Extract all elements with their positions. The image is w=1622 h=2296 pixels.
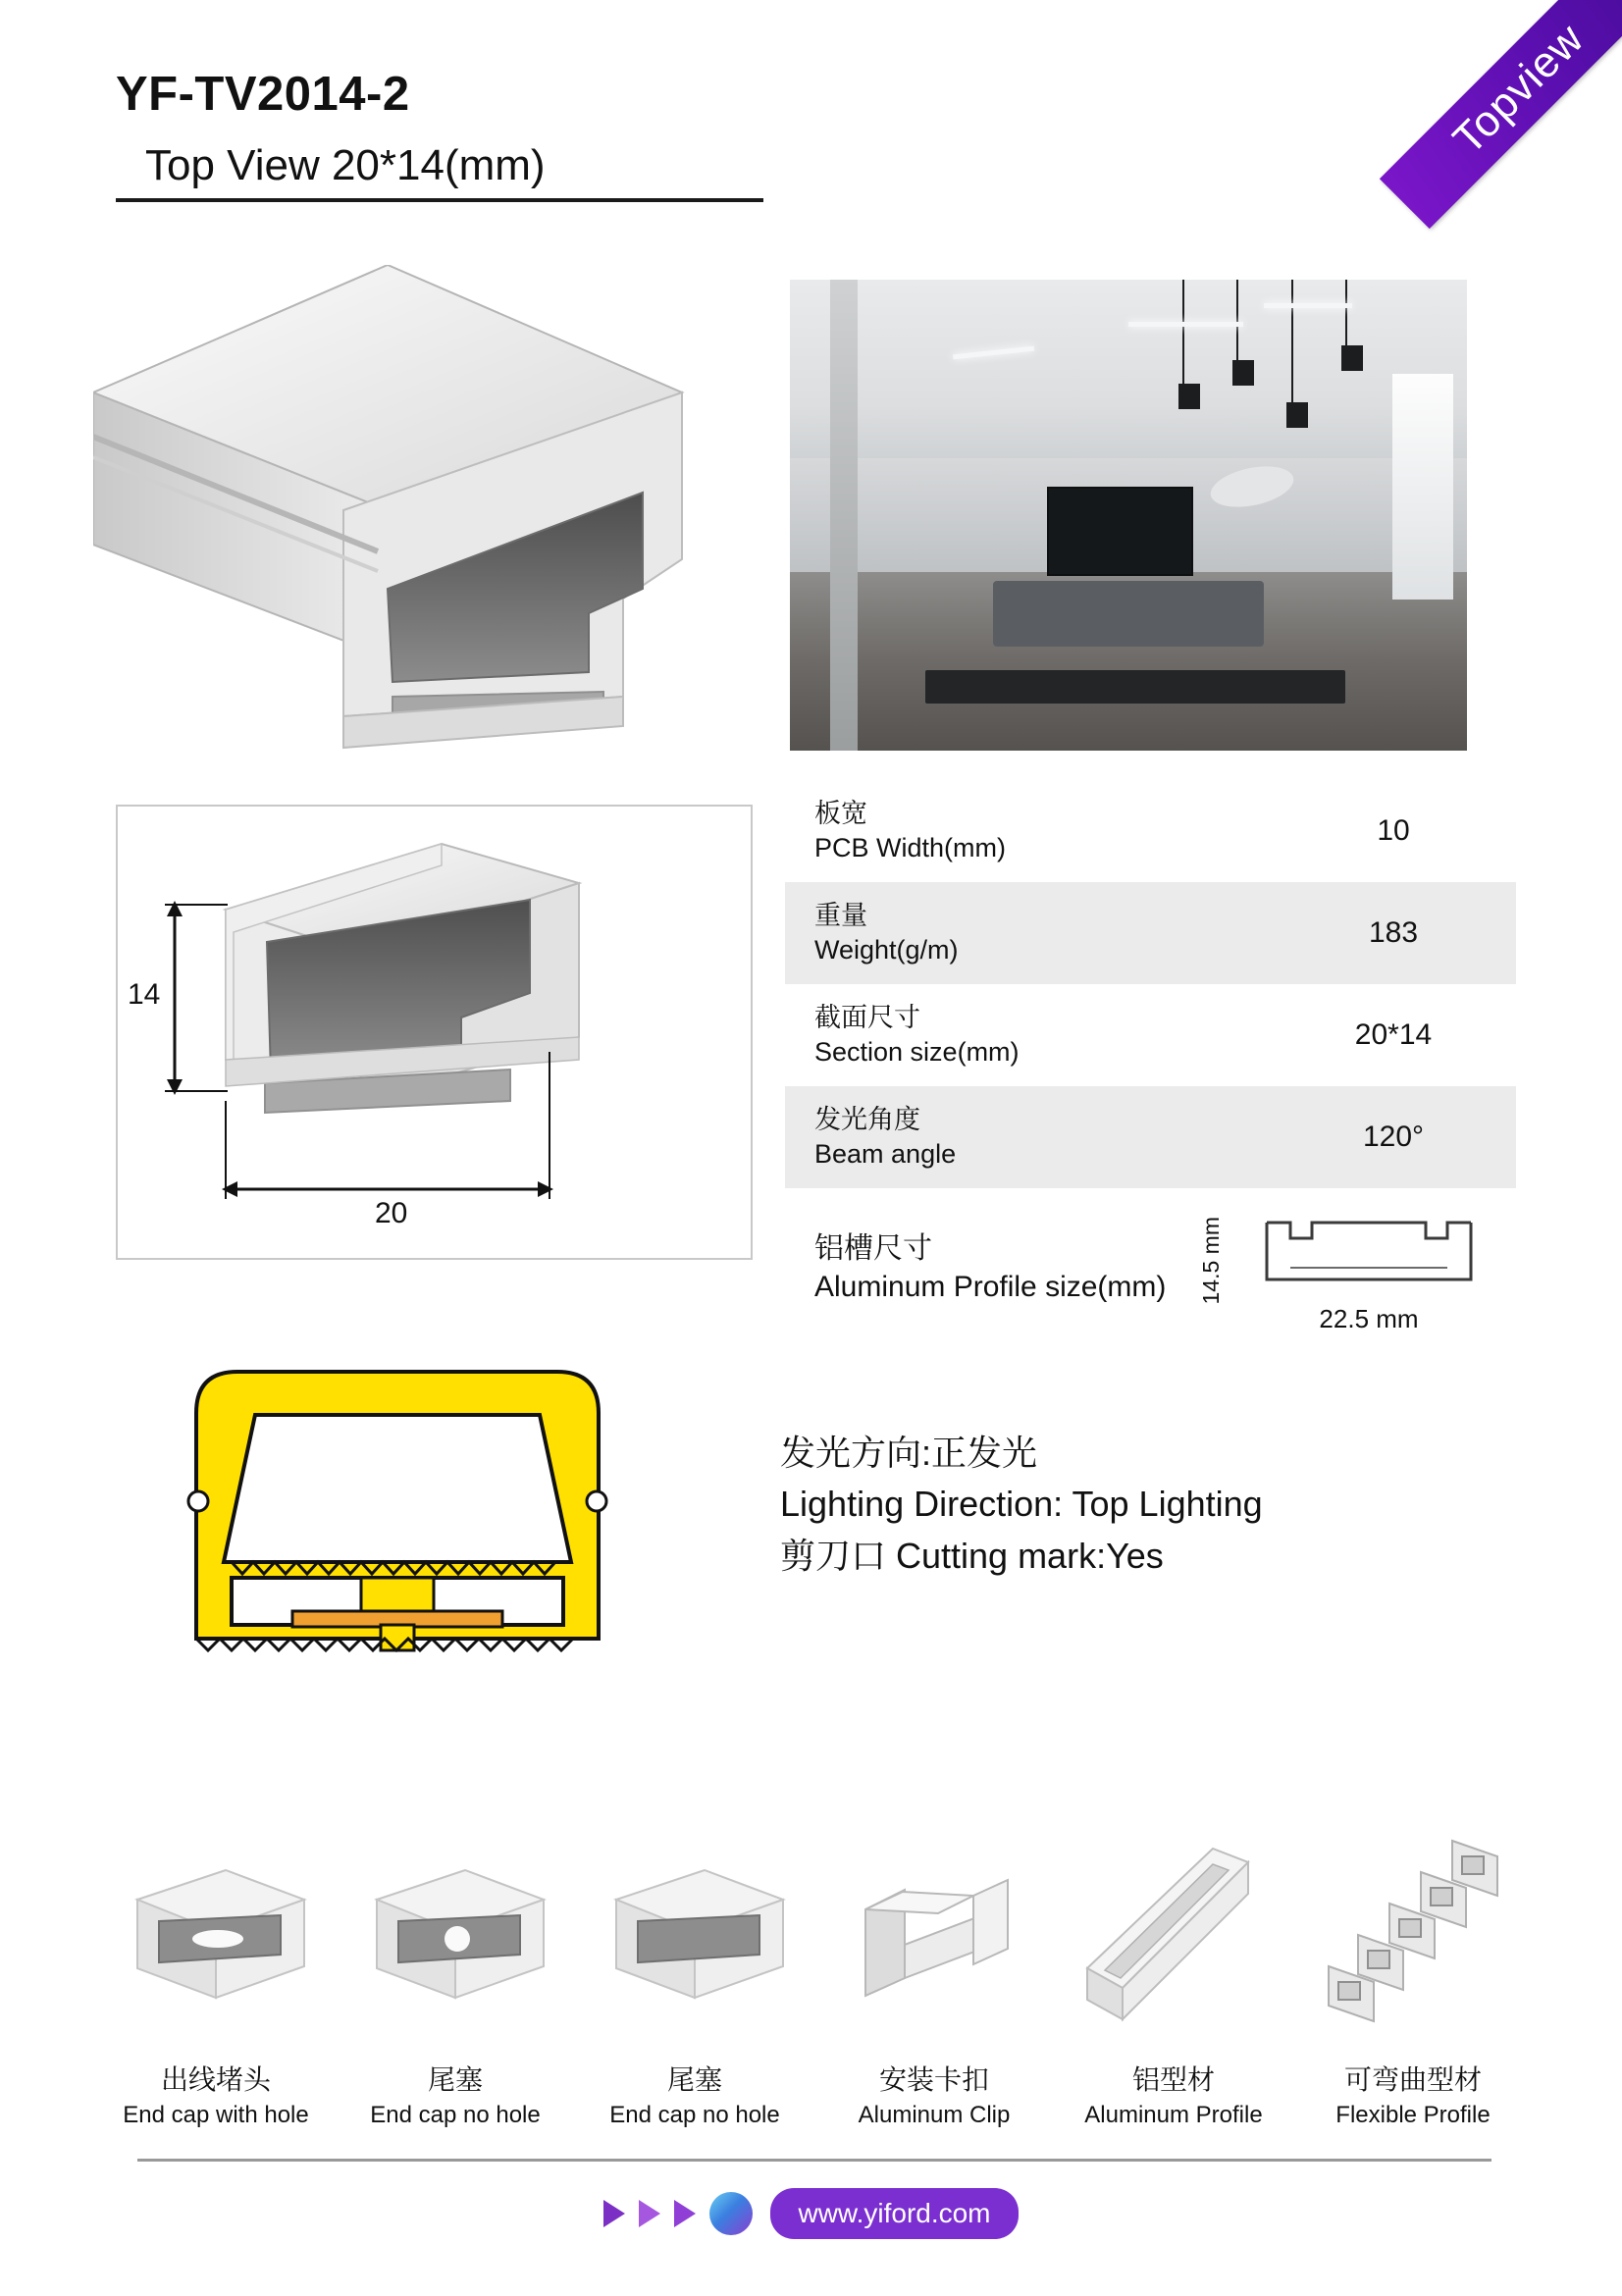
- accessory-label-cn: 尾塞: [666, 2064, 722, 2095]
- profile-width-label: 22.5 mm: [1319, 1304, 1419, 1333]
- spec-label-en: Weight(g/m): [814, 935, 959, 965]
- cutting-mark: 剪刀口 Cutting mark:Yes: [780, 1535, 1164, 1576]
- aluminum-profile-icon: [1066, 1831, 1282, 2047]
- footer-divider: [137, 2159, 1491, 2162]
- accessory-label-en: Flexible Profile: [1335, 2102, 1491, 2128]
- accessory-aluminum-clip: [826, 1831, 1042, 2129]
- spec-label-en: Beam angle: [814, 1139, 957, 1169]
- spec-label-cn: 重量: [814, 900, 867, 930]
- accessory-label-cn: 尾塞: [427, 2064, 483, 2095]
- product-3d-render: [93, 265, 770, 756]
- spec-value: 120°: [1362, 1121, 1425, 1153]
- profile-u-shape-icon: [1261, 1217, 1477, 1287]
- dimension-width-label: 20: [375, 1197, 408, 1229]
- accessory-end-cap-with-hole: [108, 1831, 324, 2129]
- accessory-label-cn: 安装卡扣: [878, 2064, 989, 2095]
- accessory-label-cn: 可弯曲型材: [1343, 2064, 1482, 2095]
- aluminum-profile-figure: [1192, 1199, 1516, 1336]
- end-cap-no-hole-icon: [347, 1831, 563, 2047]
- profile-height-label: 14.5 mm: [1198, 1217, 1224, 1305]
- spec-value: 10: [1377, 814, 1410, 847]
- lighting-direction-en: Lighting Direction: Top Lighting: [780, 1484, 1263, 1525]
- corner-ribbon: [1328, 0, 1622, 265]
- accessory-label-en: End cap no hole: [609, 2102, 780, 2128]
- accessory-label-cn: 出线堵头: [160, 2064, 271, 2095]
- aluminum-clip-icon: [826, 1831, 1042, 2047]
- spec-row-aluminum-profile: [785, 1188, 1516, 1347]
- accessory-label-cn: 铝型材: [1131, 2064, 1215, 2095]
- ribbon-label: Topview: [1443, 14, 1594, 164]
- website-url[interactable]: www.yiford.com: [770, 2188, 1018, 2239]
- flexible-profile-icon: [1305, 1831, 1521, 2047]
- spec-label-en: Section size(mm): [814, 1037, 1020, 1067]
- cross-section-drawing: [186, 1354, 608, 1658]
- view-title: Top View 20*14(mm): [145, 141, 546, 189]
- header-divider: [116, 198, 763, 202]
- accessory-label-en: Aluminum Clip: [858, 2102, 1011, 2128]
- dimension-height-label: 14: [128, 978, 161, 1011]
- accessory-label-en: Aluminum Profile: [1084, 2102, 1263, 2128]
- spec-row-weight: [785, 882, 1516, 984]
- lighting-direction-cn: 发光方向:正发光: [780, 1433, 1038, 1473]
- spec-label-cn: 铝槽尺寸: [814, 1232, 932, 1265]
- play-triangle-icon: [603, 2200, 625, 2227]
- accessory-end-cap-no-hole: [347, 1831, 563, 2129]
- end-cap-with-hole-icon: [108, 1831, 324, 2047]
- spec-table: [785, 780, 1516, 1347]
- accessory-label-en: End cap no hole: [370, 2102, 541, 2128]
- spec-label-en: Aluminum Profile size(mm): [814, 1271, 1167, 1303]
- ribbon-banner: [1380, 0, 1622, 229]
- spec-label-cn: 发光角度: [814, 1104, 920, 1134]
- spec-value: 20*14: [1354, 1018, 1433, 1051]
- spec-label-en: PCB Width(mm): [814, 833, 1006, 862]
- spec-row-beam-angle: [785, 1086, 1516, 1188]
- spec-value: 183: [1368, 916, 1419, 949]
- spec-row-section-size: [785, 984, 1516, 1086]
- accessory-end-cap-plain: [587, 1831, 803, 2129]
- spec-label-cn: 板宽: [814, 798, 867, 828]
- accessory-aluminum-profile: [1066, 1831, 1282, 2129]
- accessory-label-en: End cap with hole: [123, 2102, 309, 2128]
- page-footer: [0, 2188, 1622, 2239]
- page-header: [116, 67, 783, 202]
- play-triangle-icon: [674, 2200, 696, 2227]
- application-photo: [790, 280, 1467, 751]
- end-cap-plain-icon: [587, 1831, 803, 2047]
- accessory-flexible-profile: [1305, 1831, 1521, 2129]
- accessories-row: [108, 1737, 1521, 2129]
- play-triangle-icon: [639, 2200, 660, 2227]
- dimension-drawing: [116, 805, 753, 1260]
- globe-icon: [709, 2192, 753, 2235]
- model-code: YF-TV2014-2: [116, 68, 410, 121]
- spec-label-cn: 截面尺寸: [814, 1002, 920, 1032]
- lighting-info: [780, 1433, 1526, 1587]
- spec-row-pcb-width: [785, 780, 1516, 882]
